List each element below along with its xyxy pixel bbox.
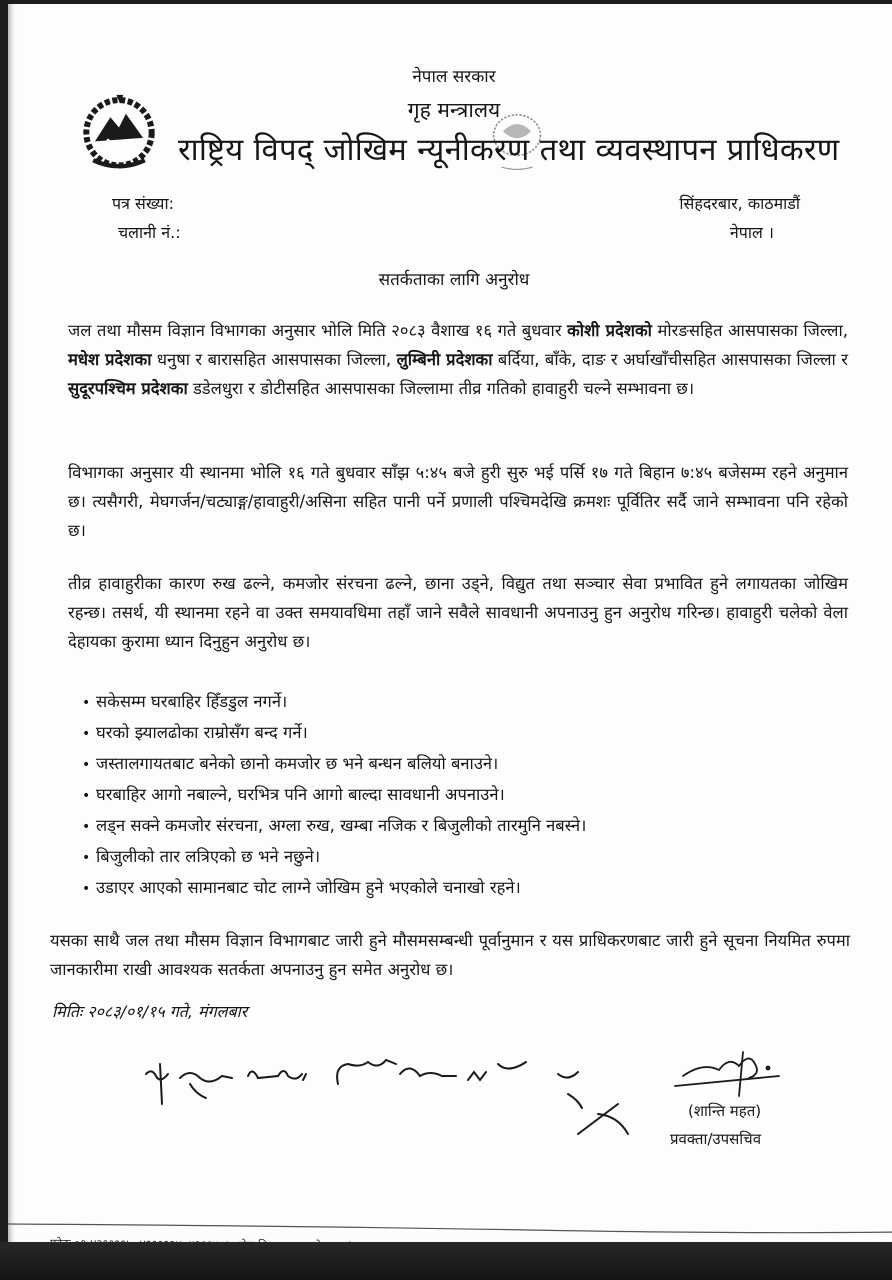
letter-subject: सतर्कताका लागि अनुरोध [378, 270, 530, 290]
footer-divider [8, 1222, 892, 1236]
signatory-name: (शान्ति महत) [688, 1102, 762, 1120]
paragraph-4: यसका साथै जल तथा मौसम विज्ञान विभागबाट जारी हुने मौसमसम्बन्धी पूर्वानुमान र यस प्राधिकरणबाट जारी हुने सूचना नियमित रुपमा जानकारीमा राखी आवश्यक सतर्कता अपनाउनु हुन समेत अनुरोध छ। [50, 931, 850, 979]
p1-text: धनुषा र बारासहित आसपासका जिल्ला, [151, 350, 397, 369]
paragraph-2: विभागका अनुसार यी स्थानमा भोलि १६ गते बुधवार साँझ ५:४५ बजे हुरी सुरु भई पर्सि १७ गते बिहान ७:४५ बजेसम्म रहने अनुमान छ। त्यसैगरी, मेघगर्जन/चट्याङ्ग/हावाहुरी/असिना सहित पानी पर्ने प्रणाली पश्चिमदेखि क्रमशः पूर्वितिर सर्दै जाने सम्भावना पनि रहेको छ। [68, 463, 848, 540]
list-item: • जस्तालगायतबाट बनेको छानो कमजोर छ भने बन्धन बलियो बनाउने। [82, 748, 586, 779]
list-item: • बिजुलीको तार लत्रिएको छ भने नछुने। [82, 841, 586, 872]
list-item: • सकेसम्म घरबाहिर हिँडडुल नगर्ने। [82, 686, 586, 717]
list-item: • उडाएर आएको सामानबाट चोट लाग्ने जोखिम हुने भएकोले चनाखो रहने। [82, 872, 586, 903]
p1-bold-lumbini: लुम्बिनी प्रदेशका [396, 350, 493, 369]
authority-name: राष्ट्रिय विपद् जोखिम न्यूनीकरण तथा व्यवस्थापन प्राधिकरण [178, 132, 840, 168]
p1-text: मोरङसहित आसपासका जिल्ला, [651, 321, 848, 340]
address-line-2: नेपाल । [729, 223, 774, 242]
p1-text: बर्दिया, बाँके, दाङ र अर्घाखाँचीसहित आसपासका जिल्ला र [492, 350, 848, 369]
p1-bold-madhesh: मधेश प्रदेशका [68, 350, 152, 369]
paragraph-1 [68, 316, 848, 403]
government-name: नेपाल सरकार [412, 67, 496, 87]
precaution-list [82, 686, 586, 903]
handwritten-note-icon [138, 1054, 658, 1154]
letter-page [8, 4, 892, 1242]
p1-bold-koshi: कोशी प्रदेशको [567, 321, 652, 340]
list-item: • लड्न सक्ने कमजोर संरचना, अग्ला रुख, खम्बा नजिक र बिजुलीको तारमुनि नबस्ने। [82, 810, 586, 841]
dispatch-number-label: चलानी नं.: [118, 223, 181, 242]
list-item: • घरबाहिर आगो नबाल्ने, घरभित्र पनि आगो बाल्दा सावधानी अपनाउने। [82, 779, 586, 810]
office-seal-stamp-icon [478, 100, 556, 178]
p1-text: डडेलधुरा र डोटीसहित आसपासका जिल्लामा तीव्र गतिको हावाहुरी चल्ने सम्भावना छ। [187, 379, 695, 398]
list-item: • घरको झ्यालढोका राम्रोसँग बन्द गर्ने। [82, 717, 586, 748]
letter-number-label: पत्र संख्या: [112, 194, 174, 213]
p1-bold-sudurpaschim: सुदूरपश्चिम प्रदेशका [68, 379, 188, 398]
paragraph-3: तीव्र हावाहुरीका कारण रुख ढल्ने, कमजोर संरचना ढल्ने, छाना उड्ने, विद्युत तथा सञ्चार सेवा प्रभावित हुने लगायतका जोखिम रहन्छ। तसर्थ, यी स्थानमा रहने वा उक्त समयावधिमा तहाँ जाने सवैले सावधानी अपनाउनु हुन अनुरोध गरिन्छ। हावाहुरी चलेको वेला देहायका कुरामा ध्यान दिनुहुन अनुरोध छ। [68, 574, 848, 651]
p1-text: जल तथा मौसम विज्ञान विभागका अनुसार भोलि मिति २०८३ वैशाख १६ गते बुधवार [68, 321, 568, 340]
signatory-title: प्रवक्ता/उपसचिव [670, 1130, 762, 1148]
address-line-1: सिंहदरबार, काठमाडौं [679, 194, 800, 213]
ministry-name: गृह मन्त्रालय [407, 98, 501, 122]
letter-date: मितिः २०८३/०१/१५ गते, मंगलबार [52, 1002, 248, 1021]
scan-background [0, 1242, 892, 1280]
signature-icon [673, 1046, 783, 1106]
